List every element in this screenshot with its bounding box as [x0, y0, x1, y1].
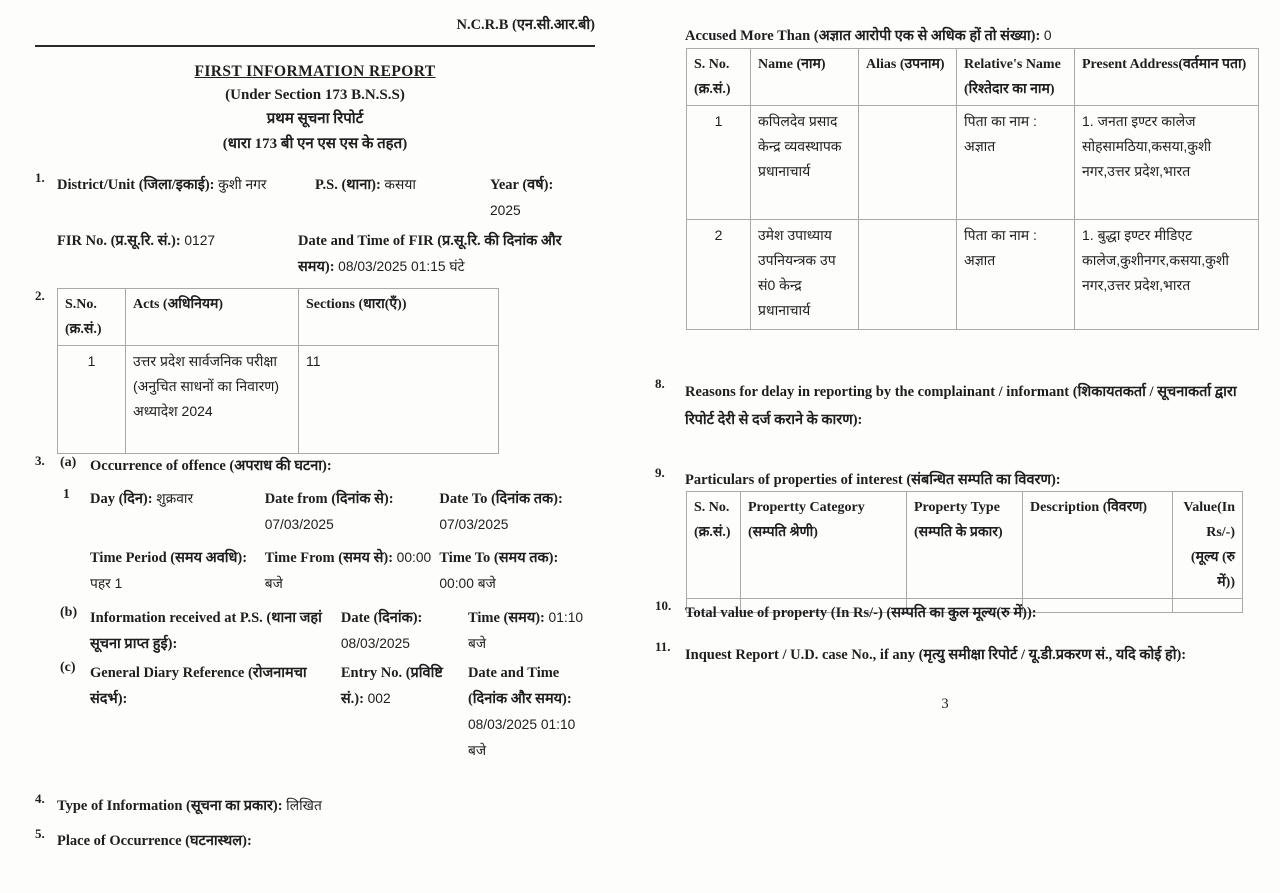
section-10-number: 10. — [655, 598, 672, 613]
properties-header-row — [687, 492, 1243, 599]
acts-row-act: उत्तर प्रदेश सार्वजनिक परीक्षा (अनुचित साधनों का निवारण) अध्यादेश 2024 — [126, 346, 299, 454]
time-to-field — [439, 545, 595, 597]
gd-entry-value: 002 — [367, 691, 391, 706]
page-number: 3 — [941, 696, 949, 712]
fir-title: FIRST INFORMATION REPORT — [194, 63, 436, 80]
ps-label: P.S. (थाना): — [315, 177, 381, 193]
gd-entry-label: Entry No. (प्रविष्टि सं.): — [340, 665, 443, 707]
accused-2-sno: 2 — [687, 220, 751, 330]
fir-no-value: 0127 — [184, 233, 216, 248]
year-field — [490, 172, 595, 224]
accused-2-address: 1. बुद्धा इण्टर मीडिएट कालेज,कुशीनगर,कसया,कुशी नगर,उत्तर प्रदेश,भारत — [1075, 220, 1259, 330]
acts-row — [58, 346, 499, 454]
accused-header-alias: Alias (उपनाम) — [859, 49, 957, 106]
left-column — [35, 0, 595, 893]
info-date-field — [341, 605, 468, 657]
info-time-value: 01:10 बजे — [467, 610, 584, 651]
time-from-value: 00:00 बजे — [264, 550, 432, 591]
info-received-label: Information received at P.S. (थाना जहां सूचना प्राप्त हुई): — [90, 610, 322, 652]
time-from-label: Time From (समय से): — [264, 550, 394, 566]
right-column — [655, 0, 1265, 893]
occurrence-time-row — [90, 545, 595, 597]
accused-more-than-label: Accused More Than (अज्ञात आरोपी एक से अधिक हों तो संख्या): — [685, 28, 1041, 44]
section-3a-letter: (a) — [60, 455, 77, 470]
gd-datetime-value: 08/03/2025 01:10 बजे — [467, 717, 576, 758]
accused-2-relative: पिता का नाम : अज्ञात — [957, 220, 1075, 330]
date-from-value: 07/03/2025 — [264, 517, 334, 532]
accused-1-alias — [859, 106, 957, 220]
gd-entry-field — [341, 660, 468, 712]
properties-table — [686, 491, 1243, 613]
acts-header-row — [58, 289, 499, 346]
time-period-label: Time Period (समय अवधि): — [90, 550, 248, 566]
fir-no-label: FIR No. (प्र.सू.रि. सं.): — [57, 233, 181, 249]
acts-header-sno: S.No. (क्र.सं.) — [58, 289, 126, 346]
acts-row-sections: 11 — [299, 346, 499, 454]
section-9-number: 9. — [655, 465, 665, 480]
date-to-field — [439, 486, 595, 538]
accused-1-address: 1. जनता इण्टर कालेज सोहसामठिया,कसया,कुशी नगर,उत्तर प्रदेश,भारत — [1075, 106, 1259, 220]
year-value: 2025 — [490, 203, 521, 218]
accused-header-relative: Relative's Name (रिश्तेदार का नाम) — [957, 49, 1075, 106]
occurrence-row-number: 1 — [63, 486, 70, 501]
time-from-field — [265, 545, 440, 597]
accused-2-alias — [859, 220, 957, 330]
section-1 — [57, 172, 595, 280]
date-to-label: Date To (दिनांक तक): — [439, 491, 563, 507]
acts-row-sno: 1 — [58, 346, 126, 454]
info-received-field — [90, 605, 341, 657]
accused-header-address: Present Address(वर्तमान पता) — [1075, 49, 1259, 106]
section-3c-letter: (c) — [60, 660, 76, 675]
info-received-row — [90, 605, 595, 657]
fir-title-hindi: प्रथम सूचना रिपोर्ट — [266, 111, 364, 127]
occurrence-date-row — [90, 486, 595, 538]
section-8-number: 8. — [655, 376, 665, 391]
properties-header-value: Value(In Rs/-) (मूल्य (रु में)) — [1173, 492, 1243, 599]
fir-datetime-value: 08/03/2025 01:15 घंटे — [338, 259, 465, 274]
properties-header-sno: S. No. (क्र.सं.) — [687, 492, 741, 599]
accused-2-name: उमेश उपाध्याय उपनियन्त्रक उप सं0 केन्द्र प्रधानाचार्य — [751, 220, 859, 330]
inquest-report-label: Inquest Report / U.D. case No., if any (मृत्यु समीक्षा रिपोर्ट / यू.डी.प्रकरण सं., यदि कोई हो): — [685, 647, 1187, 663]
fir-datetime-field — [298, 228, 595, 280]
year-label: Year (वर्ष): — [490, 177, 554, 193]
gd-reference-row — [90, 660, 595, 764]
section-1-number: 1. — [35, 170, 45, 185]
type-of-information-label: Type of Information (सूचना का प्रकार): — [57, 798, 283, 814]
date-to-value: 07/03/2025 — [439, 517, 509, 532]
fir-datetime-label: Date and Time of FIR (प्र.सू.रि. की दिनांक और समय): — [298, 233, 562, 275]
accused-row-1 — [687, 106, 1259, 220]
properties-header-type: Property Type (सम्पति के प्रकार) — [907, 492, 1023, 599]
acts-header-acts: Acts (अधिनियम) — [126, 289, 299, 346]
header-rule — [35, 45, 595, 47]
type-of-information-field — [57, 793, 322, 819]
accused-row-2 — [687, 220, 1259, 330]
title-block — [35, 60, 595, 157]
fir-subtitle-hindi: (धारा 173 बी एन एस एस के तहत) — [222, 136, 408, 152]
day-value: शुक्रवार — [156, 491, 194, 506]
time-to-value: 00:00 बजे — [439, 576, 496, 591]
acts-table — [57, 288, 499, 454]
properties-title: Particulars of properties of interest (संबन्धित सम्पति का विवरण): — [685, 472, 1061, 488]
time-period-value: पहर 1 — [90, 576, 123, 591]
date-from-field — [265, 486, 440, 538]
section-3b-letter: (b) — [60, 605, 78, 620]
accused-more-than-value: 0 — [1043, 28, 1052, 43]
accused-table — [686, 48, 1259, 330]
accused-more-than-field — [685, 23, 1052, 49]
delay-reasons-label: Reasons for delay in reporting by the complainant / informant (शिकायतकर्ता / सूचनाकर्ता द्वारा रिपोर्ट देरी से दर्ज कराने के कारण): — [685, 384, 1237, 428]
accused-header-row — [687, 49, 1259, 106]
section-4-number: 4. — [35, 791, 45, 806]
occurrence-title: Occurrence of offence (अपराध की घटना): — [90, 458, 332, 474]
properties-header-description: Description (विवरण) — [1023, 492, 1173, 599]
type-of-information-value: लिखित — [286, 798, 322, 813]
section-2-number: 2. — [35, 288, 45, 303]
gd-reference-label: General Diary Reference (रोजनामचा संदर्भ): — [90, 665, 307, 707]
info-date-label: Date (दिनांक): — [340, 610, 423, 626]
ncrb-header: N.C.R.B (एन.सी.आर.बी) — [456, 17, 595, 33]
properties-header-category: Propertty Category (सम्पति श्रेणी) — [741, 492, 907, 599]
accused-1-relative: पिता का नाम : अज्ञात — [957, 106, 1075, 220]
fir-no-field — [57, 228, 298, 254]
info-time-field — [468, 605, 595, 657]
district-field — [57, 172, 315, 198]
fir-subtitle: (Under Section 173 B.N.S.S) — [225, 87, 405, 103]
gd-datetime-label: Date and Time (दिनांक और समय): — [467, 665, 572, 707]
day-label: Day (दिन): — [90, 491, 153, 507]
day-field — [90, 486, 265, 512]
accused-header-sno: S. No. (क्र.सं.) — [687, 49, 751, 106]
time-to-label: Time To (समय तक): — [439, 550, 559, 566]
district-value: कुशी नगर — [218, 177, 267, 192]
ps-field — [315, 172, 490, 198]
accused-1-sno: 1 — [687, 106, 751, 220]
info-date-value: 08/03/2025 — [340, 636, 410, 651]
time-period-field — [90, 545, 265, 597]
total-value-label: Total value of property (In Rs/-) (सम्पति का कुल मूल्य(रु में)): — [685, 605, 1037, 621]
gd-reference-field — [90, 660, 341, 712]
ps-value: कसया — [384, 177, 416, 192]
info-time-label: Time (समय): — [467, 610, 545, 626]
section-3-number: 3. — [35, 453, 45, 468]
section-11-number: 11. — [655, 639, 671, 654]
district-label: District/Unit (जिला/इकाई): — [57, 177, 215, 193]
gd-datetime-field — [468, 660, 595, 764]
accused-1-name: कपिलदेव प्रसाद केन्द्र व्यवस्थापक प्रधानाचार्य — [751, 106, 859, 220]
acts-header-sections: Sections (धारा(एँ)) — [299, 289, 499, 346]
section-5-number: 5. — [35, 826, 45, 841]
accused-header-name: Name (नाम) — [751, 49, 859, 106]
place-of-occurrence-label: Place of Occurrence (घटनास्थल): — [57, 833, 252, 849]
date-from-label: Date from (दिनांक से): — [264, 491, 394, 507]
